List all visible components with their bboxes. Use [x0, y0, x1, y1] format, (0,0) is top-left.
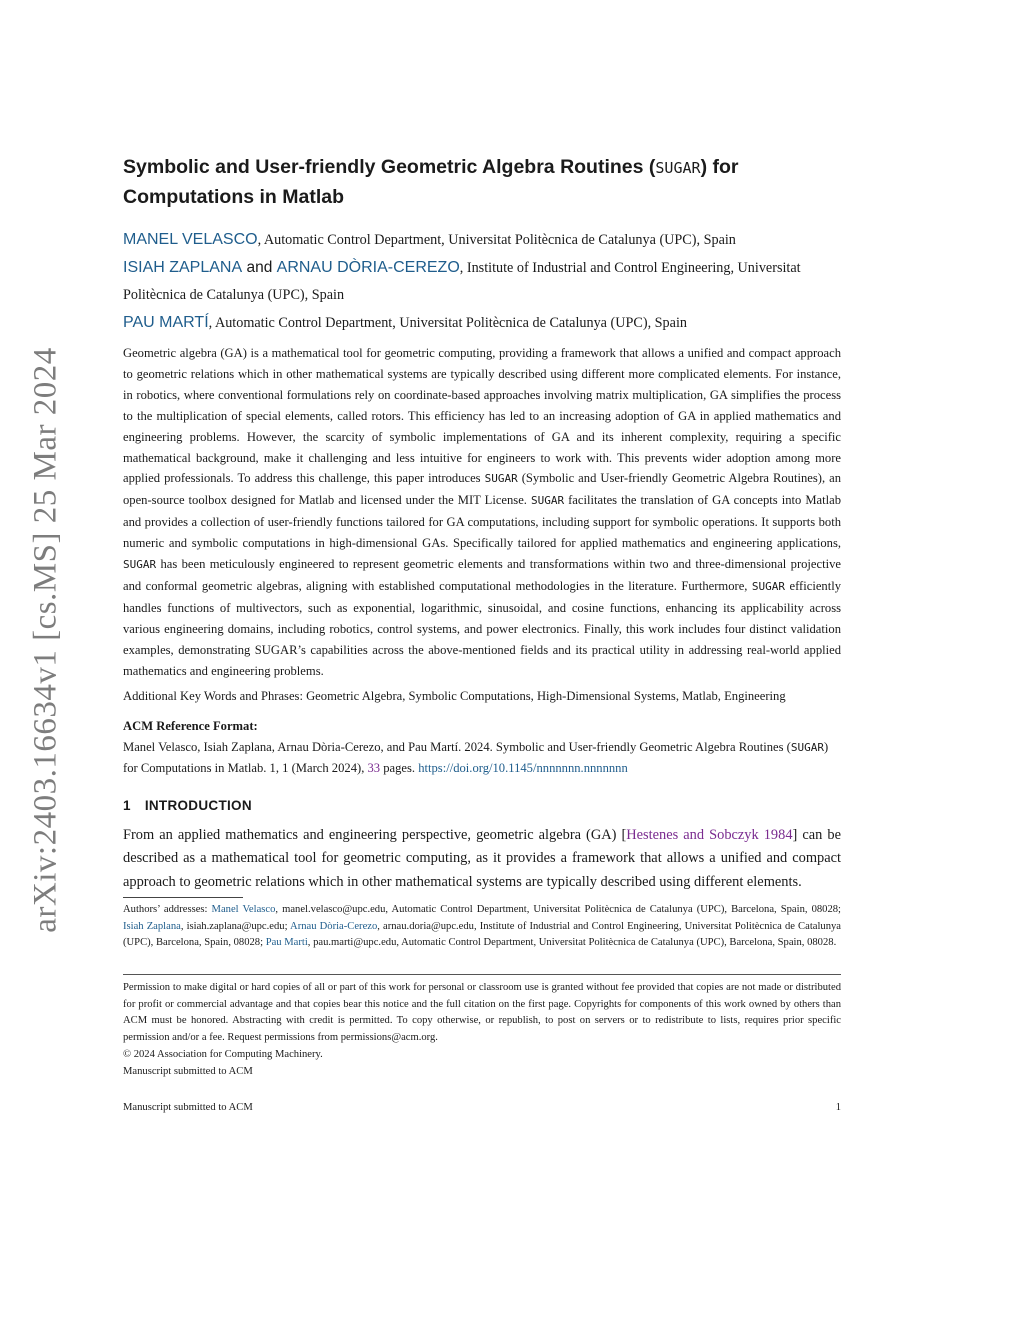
citation-link-hestenes[interactable]: Hestenes and Sobczyk 1984	[626, 827, 793, 843]
author-line-1	[123, 226, 841, 254]
acm-reference-heading: ACM Reference Format:	[123, 719, 258, 733]
author-name-velasco[interactable]: MANEL VELASCO	[123, 231, 258, 248]
footnote-text-2: , isiah.zaplana@upc.edu;	[180, 920, 291, 932]
abstract-sugar-1: SUGAR	[484, 472, 518, 486]
footnote-link-doria-cerezo[interactable]: Arnau Dòria-Cerezo	[290, 920, 378, 932]
footnote-text-4: , pau.marti@upc.edu, Automatic Control Department, Universitat Politècnica de Catalunya (UPC), Barcelona, Spain, 08028.	[307, 937, 837, 949]
acm-reference-text	[123, 737, 841, 779]
author-name-zaplana[interactable]: ISIAH ZAPLANA	[123, 259, 243, 276]
abstract-paragraph	[123, 343, 841, 682]
copyright-line: © 2024 Association for Computing Machinery.	[123, 1048, 323, 1060]
abstract-text-4: has been meticulously engineered to represent geometric elements and transformations within two and three-dimensional projective and conformal geometric algebras, aligning with established computational methodologies in the literature. Furthermore,	[123, 557, 841, 593]
abstract-text-5: efficiently handles functions of multivectors, such as exponential, logarithmic, sinusoidal, and cosine functions, enhancing its applicability across various engineering domains, including robotics, control systems, and power electronics. Finally, this work includes four distinct validation examples, demonstrating SUGAR’s capabilities across the above-mentioned fields and its practical utility in addressing real-world applied mathematics and engineering problems.	[123, 578, 841, 678]
footnote-lead: Authors’ addresses:	[123, 904, 212, 915]
acm-ref-text-3: pages.	[380, 761, 419, 775]
arxiv-stamp	[26, 344, 66, 936]
acm-ref-text-1: Manel Velasco, Isiah Zaplana, Arnau Dòria-Cerezo, and Pau Martí. 2024. Symbolic and User-friendly Geometric Algebra Routines (	[123, 739, 791, 754]
abstract-sugar-3: SUGAR	[123, 558, 157, 572]
paper-title	[123, 153, 841, 212]
acm-ref-pages-link[interactable]: 33	[367, 761, 381, 775]
authors-addresses-footnote	[123, 902, 841, 952]
author-aff-3: , Automatic Control Department, Universitat Politècnica de Catalunya (UPC), Spain	[208, 315, 687, 331]
acm-ref-text-2: ) for Computations in Matlab. 1, 1 (March 2024),	[123, 739, 829, 775]
footer-left: Manuscript submitted to ACM	[123, 1102, 253, 1113]
author-aff-2: , Institute of Industrial and Control Engineering, Universitat Politècnica de Catalunya (UPC), Spain	[123, 260, 801, 303]
footnote-link-zaplana[interactable]: Isiah Zaplana	[123, 920, 181, 932]
permission-text: Permission to make digital or hard copies of all or part of this work for personal or classroom use is granted without fee provided that copies are not made or distributed for profit or commercial advantage and that copies bear this notice and the full citation on the first page. Copyrights for components of this work owned by others than ACM must be honored. Abstracting with credit is permitted. To copy otherwise, or republish, to post on servers or to redistribute to lists, requires prior specific permission and/or a fee. Request permissions from permissions@acm.org.	[123, 982, 841, 1044]
abstract-sugar-2: SUGAR	[530, 494, 565, 508]
abstract-text-2: (Symbolic and User-friendly Geometric Algebra Routines), an open-source toolbox designed for Matlab and licensed under the MIT License.	[123, 471, 841, 508]
footnote-text-1: , manel.velasco@upc.edu, Automatic Control Department, Universitat Politècnica de Catalunya (UPC), Barcelona, Spain, 08028;	[275, 904, 841, 915]
footnote-link-marti[interactable]: Pau Marti	[265, 937, 308, 949]
title-text-before: Symbolic and User-friendly Geometric Algebra Routines (	[123, 156, 656, 178]
abstract-text-3: facilitates the translation of GA concepts into Matlab and provides a collection of user-friendly functions tailored for GA computations, including support for symbolic operations. It supports both numeric and symbolic computations in high-dimensional GAs. Specifically tailored for applied mathematics and engineering applications,	[123, 493, 841, 551]
abstract-sugar-4: SUGAR	[751, 579, 786, 593]
author-aff-1: , Automatic Control Department, Universitat Politècnica de Catalunya (UPC), Spain	[257, 232, 736, 248]
section-number: 1	[123, 798, 131, 813]
permission-block	[123, 980, 841, 1080]
intro-paragraph	[123, 824, 841, 894]
section-title: INTRODUCTION	[144, 798, 252, 813]
page-number: 1	[835, 1102, 841, 1113]
author-line-2	[123, 254, 841, 309]
author-and: and	[242, 259, 277, 276]
arxiv-stamp-text: arXiv:2403.16634v1 [cs.MS] 25 Mar 2024	[27, 347, 64, 933]
footnote-text-3: , arnau.doria@upc.edu, Institute of Industrial and Control Engineering, Universitat Politècnica de Catalunya (UPC), Barcelona, Spain, 08028;	[123, 920, 841, 949]
page-footer	[123, 1102, 841, 1113]
footnote-link-velasco[interactable]: Manel Velasco	[211, 904, 276, 915]
footnote-rule	[123, 897, 243, 898]
author-line-3	[123, 309, 841, 337]
title-text-after: ) for Computations in Matlab	[123, 156, 739, 208]
keywords: Additional Key Words and Phrases: Geometric Algebra, Symbolic Computations, High-Dimensional Systems, Matlab, Engineering	[123, 689, 786, 703]
acm-reference	[123, 716, 841, 779]
author-name-doria-cerezo[interactable]: ARNAU DÒRIA-CEREZO	[276, 259, 460, 276]
permission-rule	[123, 974, 841, 975]
section-heading-introduction	[123, 798, 841, 813]
abstract-text-1: Geometric algebra (GA) is a mathematical tool for geometric computing, providing a framework that allows a unified and compact approach to geometric relations which in other mathematical systems are typically described using different more complicated elements. For instance, in robotics, where conventional formulations rely on coordinate-based approaches involving matrix multiplication, GA simplifies the process to the multiplication of special elements, called rotors. This efficiency has led to an increasing adoption of GA in applied mathematics and engineering problems. However, the scarcity of symbolic implementations of GA and its inherent complexity, requiring a specific mathematical background, make it challenging and less intuitive for engineers to work with. This prevents wider adoption among more applied professionals. To address this challenge, this paper introduces	[123, 346, 841, 486]
intro-text-2: ] can be described as a mathematical tool for geometric computing, as it provides a framework that allows a unified and compact approach to geometric relations which in other mathematical systems are typically described using different elements.	[123, 827, 841, 890]
acm-ref-sugar: SUGAR	[790, 740, 824, 754]
author-name-marti[interactable]: PAU MARTÍ	[123, 314, 209, 331]
intro-text-1: From an applied mathematics and engineering perspective, geometric algebra (GA) [	[123, 827, 627, 843]
abstract	[123, 343, 841, 682]
submitted-line: Manuscript submitted to ACM	[123, 1065, 253, 1077]
author-block	[123, 226, 841, 337]
title-acronym: SUGAR	[655, 159, 701, 177]
doi-link[interactable]: https://doi.org/10.1145/nnnnnnn.nnnnnnn	[418, 761, 628, 775]
